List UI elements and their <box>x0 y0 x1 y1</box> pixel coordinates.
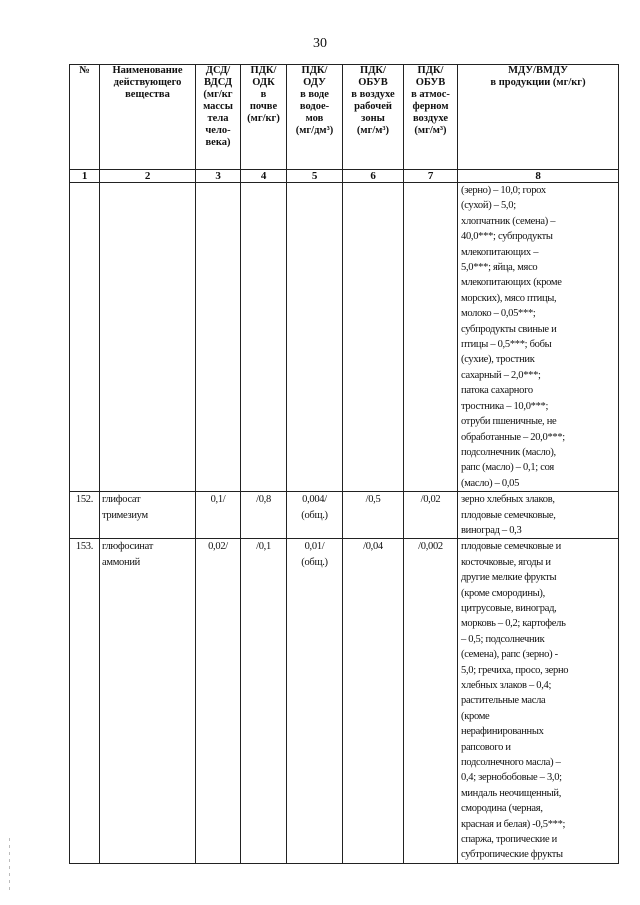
cell-text-line: морковь – 0,2; картофель <box>461 618 566 630</box>
cell-text-line: сахарный – 2,0***; <box>461 369 541 381</box>
header-acceptable-daily-dose <box>196 65 241 170</box>
cell-text-line: 5,0***; яйца, мясо <box>461 262 538 274</box>
water-limit-cell <box>287 492 343 539</box>
cell-text-line: 5,0; гречиха, просо, зерно <box>461 664 569 676</box>
header-line: ВДСД <box>203 77 233 88</box>
header-line: Наименование <box>112 65 183 76</box>
soil-limit-cell: /0,8 <box>241 492 287 539</box>
header-line: МДУ/ВМДУ <box>508 65 568 76</box>
atmospheric-air-limit-cell: /0,002 <box>404 539 458 864</box>
table-row <box>70 492 619 539</box>
water-limit-cell <box>287 183 343 492</box>
soil-limit-cell: /0,1 <box>241 539 287 864</box>
cell-text-line: рапс (масло) – 0,1; соя <box>461 462 554 474</box>
cell-text-line: (кроме смородины), <box>461 587 545 599</box>
cell-text-line: (кроме <box>461 710 490 722</box>
header-line: чело- <box>205 125 231 136</box>
cell-text-line: красная и белая) -0,5***; <box>461 818 566 830</box>
dsd-cell: 0,1/ <box>196 492 241 539</box>
header-line: (мг/кг <box>203 89 233 100</box>
substance-name-cell <box>100 492 196 539</box>
mrl-cell <box>458 183 619 492</box>
header-line: воздухе <box>412 113 449 124</box>
page-number: 30 <box>313 36 327 51</box>
cell-text-line: хлопчатник (семена) – <box>461 215 556 227</box>
header-atmospheric-air-limit <box>404 65 458 170</box>
cell-text-line: виноград – 0,3 <box>461 524 522 536</box>
cell-text-line: другие мелкие фрукты <box>461 572 557 584</box>
cell-text-line: рапсового и <box>461 741 511 753</box>
header-line: зоны <box>361 113 385 124</box>
table-row <box>70 539 619 864</box>
column-number: 2 <box>100 170 196 183</box>
cell-text-line: морских), мясо птицы, <box>461 292 557 304</box>
cell-text-line: спаржа, тропические и <box>461 834 557 846</box>
cell-text-line: цитрусовые, виноград, <box>461 602 557 614</box>
cell-text-line: патока сахарного <box>461 385 533 397</box>
header-line: ПДК/ <box>360 65 386 76</box>
header-line: ОДК <box>252 77 275 88</box>
cell-text-line: млекопитающих – <box>461 246 539 258</box>
header-line: (мг/м³) <box>414 125 447 136</box>
header-line: в воздухе <box>351 89 395 100</box>
column-number: 1 <box>70 170 100 183</box>
cell-text-line: – 0,5; подсолнечник <box>461 633 545 645</box>
cell-text-line: глюфосинат <box>102 541 153 553</box>
column-number: 5 <box>287 170 343 183</box>
header-line: ПДК/ <box>417 65 444 76</box>
mrl-cell <box>458 492 619 539</box>
cell-text-line: (сухой) – 5,0; <box>461 200 516 212</box>
cell-text-line: обработанные – 20,0***; <box>461 431 565 443</box>
header-line: (мг/дм³) <box>295 125 334 136</box>
cell-text-line: растительные масла <box>461 695 546 707</box>
cell-text-line: тримезиум <box>102 509 148 521</box>
dsd-cell: 0,02/ <box>196 539 241 864</box>
header-line: ОБУВ <box>415 77 446 88</box>
header-line: № <box>79 65 90 76</box>
header-water-limit <box>287 65 343 170</box>
cell-text-line: 0,004/ <box>302 494 327 506</box>
header-line: ферном <box>412 101 449 112</box>
cell-text-line: субпродукты свиные и <box>461 323 557 335</box>
cell-text-line: смородина (черная, <box>461 803 543 815</box>
cell-text-line: плодовые семечковые и <box>461 541 561 553</box>
substance-name-cell <box>100 539 196 864</box>
scan-margin-marks <box>9 838 11 894</box>
substance-name-cell <box>100 183 196 492</box>
cell-text-line: косточковые, ягоды и <box>461 556 551 568</box>
header-number <box>70 65 100 170</box>
header-line: в атмос- <box>411 89 450 100</box>
header-line: мов <box>305 113 324 124</box>
header-line: в <box>260 89 267 100</box>
header-row <box>70 65 619 170</box>
table-row <box>70 183 619 492</box>
header-line: (мг/м³) <box>356 125 390 136</box>
column-number: 4 <box>241 170 287 183</box>
cell-text-line: 0,4; зернобобовые – 3,0; <box>461 772 562 784</box>
cell-text-line: (общ.) <box>301 509 328 521</box>
cell-text-line: (семена), рапс (зерно) - <box>461 649 558 661</box>
header-line: ПДК/ <box>301 65 328 76</box>
header-line: в продукции (мг/кг) <box>490 77 586 88</box>
header-line: ОБУВ <box>358 77 388 88</box>
header-line: века) <box>205 137 231 148</box>
cell-text-line: хлебных злаков – 0,4; <box>461 680 552 691</box>
header-max-residue-level <box>458 65 619 170</box>
workplace-air-limit-cell: /0,04 <box>343 539 404 864</box>
header-line: ПДК/ <box>250 65 277 76</box>
column-number: 8 <box>458 170 619 183</box>
header-line: ОДУ <box>303 77 326 88</box>
atmospheric-air-limit-cell <box>404 183 458 492</box>
cell-text-line: 40,0***; субпродукты <box>461 231 553 243</box>
header-line: (мг/кг) <box>247 113 280 124</box>
cell-text-line: тростника – 10,0***; <box>461 400 549 412</box>
header-substance-name <box>100 65 196 170</box>
header-line: вещества <box>125 89 170 100</box>
header-soil-limit <box>241 65 287 170</box>
row-number-cell <box>70 183 100 492</box>
cell-text-line: плодовые семечковые, <box>461 509 556 521</box>
cell-text-line: 0,01/ <box>304 541 325 553</box>
header-line: водое- <box>299 101 330 112</box>
cell-text-line: субтропические фрукты <box>461 849 563 861</box>
column-number: 3 <box>196 170 241 183</box>
cell-text-line: птицы – 0,5***; бобы <box>461 339 552 351</box>
header-line: ДСД/ <box>205 65 231 76</box>
mrl-table <box>69 64 619 864</box>
header-line: рабочей <box>354 101 392 112</box>
header-line: действующего <box>113 77 182 88</box>
dsd-cell <box>196 183 241 492</box>
water-limit-cell <box>287 539 343 864</box>
mrl-cell <box>458 539 619 864</box>
workplace-air-limit-cell: /0,5 <box>343 492 404 539</box>
header-line: массы <box>203 101 233 112</box>
cell-text-line: подсолнечного масла) – <box>461 757 561 769</box>
cell-text-line: подсолнечник (масло), <box>461 446 556 458</box>
column-number-row <box>70 170 619 183</box>
cell-text-line: (сухие), тростник <box>461 354 535 366</box>
cell-text-line: глифосат <box>102 494 141 506</box>
row-number-cell: 153. <box>70 539 100 864</box>
cell-text-line: миндаль неочищенный, <box>461 787 562 799</box>
cell-text-line: (зерно) – 10,0; горох <box>461 185 546 196</box>
atmospheric-air-limit-cell: /0,02 <box>404 492 458 539</box>
cell-text-line: молоко – 0,05***; <box>461 308 536 320</box>
soil-limit-cell <box>241 183 287 492</box>
header-line: тела <box>207 113 229 124</box>
cell-text-line: млекопитающих (кроме <box>461 277 562 289</box>
cell-text-line: (масло) – 0,05 <box>461 477 520 489</box>
row-number-cell: 152. <box>70 492 100 539</box>
cell-text-line: аммоний <box>102 556 140 568</box>
column-number: 6 <box>343 170 404 183</box>
cell-text-line: отруби пшеничные, не <box>461 416 557 428</box>
cell-text-line: нерафинированных <box>461 726 544 738</box>
header-workplace-air-limit <box>343 65 404 170</box>
column-number: 7 <box>404 170 458 183</box>
workplace-air-limit-cell <box>343 183 404 492</box>
cell-text-line: зерно хлебных злаков, <box>461 494 555 506</box>
header-line: почве <box>249 101 278 112</box>
cell-text-line: (общ.) <box>301 556 328 568</box>
header-line: в воде <box>300 89 329 100</box>
